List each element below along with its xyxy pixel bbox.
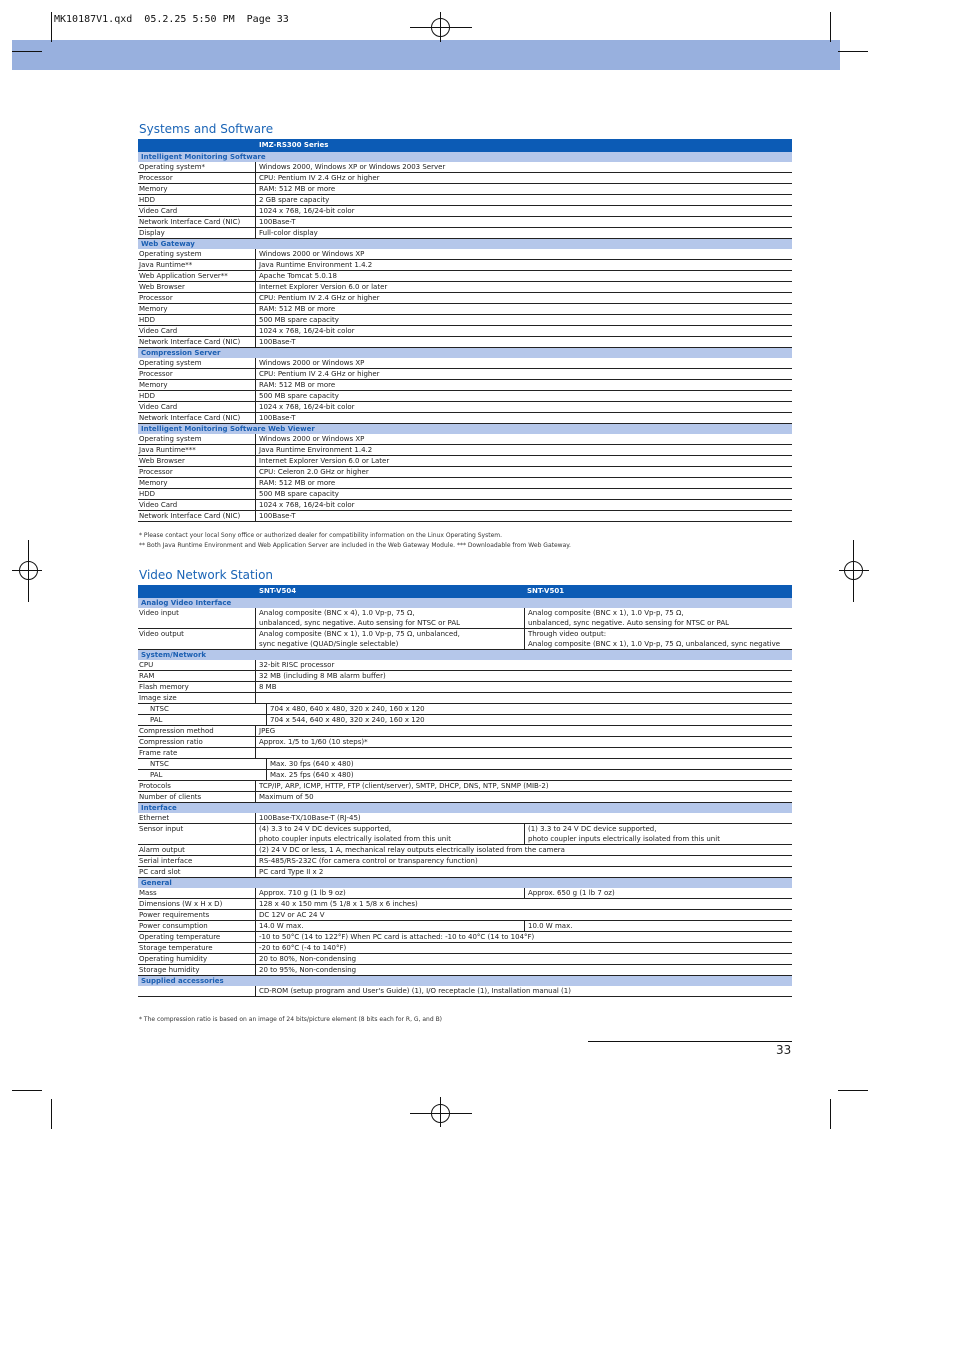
- spec-value: RS-485/RS-232C (for camera control or transparency function): [255, 856, 792, 866]
- spec-label: Java Runtime**: [139, 261, 193, 269]
- spec-value: CPU: Celeron 2.0 GHz or higher: [255, 467, 792, 477]
- spec-value-model-a: [255, 888, 524, 898]
- spec-value: RAM: 512 MB or more: [255, 304, 792, 314]
- spec-label: HDD: [139, 196, 156, 204]
- table-row: [138, 693, 792, 704]
- table-row: [138, 489, 792, 500]
- table-row: [138, 217, 792, 228]
- spec-value: 1024 x 768, 16/24-bit color: [255, 402, 792, 412]
- spec-value: 20 to 95%, Non-condensing: [255, 965, 792, 975]
- category-row: System/Network: [138, 650, 792, 660]
- table-row: [138, 206, 792, 217]
- spec-line: photo coupler inputs electrically isolated from this unit: [528, 835, 720, 843]
- table-row: [138, 737, 792, 748]
- table-row: [138, 715, 792, 726]
- systems-note-2: ** Both Java Runtime Environment and Web Application Server are included in the Web Gateway Module. *** Downloadable from Web Gateway.: [139, 542, 571, 549]
- spec-value: [255, 693, 792, 703]
- spec-label: Network Interface Card (NIC): [139, 338, 241, 346]
- table-row: [138, 478, 792, 489]
- spec-label: PAL: [150, 771, 163, 779]
- spec-label: Alarm output: [139, 846, 185, 854]
- spec-label: Ethernet: [139, 814, 170, 822]
- spec-value: Windows 2000 or Windows XP: [255, 249, 792, 259]
- table-row: [138, 413, 792, 424]
- spec-label: Operating system: [139, 250, 202, 258]
- spec-value-model-a: [255, 629, 524, 649]
- spec-value: Approx. 1/5 to 1/60 (10 steps)*: [255, 737, 792, 747]
- spec-value: 1024 x 768, 16/24-bit color: [255, 326, 792, 336]
- table-row: [138, 445, 792, 456]
- table-row: [138, 899, 792, 910]
- table-row: [138, 704, 792, 715]
- systems-note-1: * Please contact your local Sony office or authorized dealer for compatibility information on the Linux Operating System.: [139, 532, 503, 539]
- table-row: [138, 867, 792, 878]
- table-row: [138, 954, 792, 965]
- category-row: Web Gateway: [138, 239, 792, 249]
- spec-value: 500 MB spare capacity: [255, 489, 792, 499]
- spec-line: Analog composite (BNC x 1), 1.0 Vp-p, 75 Ω,: [528, 609, 684, 617]
- spec-label: Dimensions (W x H x D): [139, 900, 223, 908]
- spec-label: Processor: [139, 294, 173, 302]
- spec-line: photo coupler inputs electrically isolated from this unit: [259, 835, 451, 843]
- spec-value: 100Base-TX/10Base-T (RJ-45): [255, 813, 792, 823]
- spec-value: Full-color display: [255, 228, 792, 238]
- spec-label: Java Runtime***: [139, 446, 196, 454]
- spec-value: RAM: 512 MB or more: [255, 380, 792, 390]
- spec-line: 10.0 W max.: [528, 922, 573, 930]
- table-row: [138, 813, 792, 824]
- spec-value: TCP/IP, ARP, ICMP, HTTP, FTP (client/server), SMTP, DHCP, DNS, NTP, SNMP (MIB-2): [255, 781, 792, 791]
- table-row: [138, 315, 792, 326]
- table-row: [138, 660, 792, 671]
- spec-label: Power consumption: [139, 922, 208, 930]
- spec-value-model-a: [255, 824, 524, 844]
- vns-spec-table: [138, 585, 792, 997]
- category-row: Compression Server: [138, 348, 792, 358]
- table-row: [138, 456, 792, 467]
- page-rule: [588, 1041, 792, 1042]
- spec-label: Web Application Server**: [139, 272, 228, 280]
- spec-line: (4) 3.3 to 24 V DC devices supported,: [259, 825, 392, 833]
- spec-value: Windows 2000 or Windows XP: [255, 434, 792, 444]
- table-row: [138, 726, 792, 737]
- systems-title: Systems and Software: [139, 122, 274, 136]
- spec-value: Max. 25 fps (640 x 480): [266, 770, 792, 780]
- table-row: [138, 856, 792, 867]
- table-row: [138, 391, 792, 402]
- spec-value: Java Runtime Environment 1.4.2: [255, 445, 792, 455]
- table-row: [138, 380, 792, 391]
- spec-value: 704 x 480, 640 x 480, 320 x 240, 160 x 120: [266, 704, 792, 714]
- spec-label: NTSC: [150, 705, 169, 713]
- spec-line: Analog composite (BNC x 4), 1.0 Vp-p, 75 Ω,: [259, 609, 415, 617]
- spec-label: Operating system: [139, 359, 202, 367]
- table-row: [138, 260, 792, 271]
- spec-value-model-b: [524, 921, 792, 931]
- spec-line: unbalanced, sync negative. Auto sensing for NTSC or PAL: [259, 619, 461, 627]
- spec-value: Internet Explorer Version 6.0 or Later: [255, 456, 792, 466]
- spec-value: 1024 x 768, 16/24-bit color: [255, 500, 792, 510]
- spec-value: CPU: Pentium IV 2.4 GHz or higher: [255, 369, 792, 379]
- table-row: [138, 986, 792, 997]
- spec-value: DC 12V or AC 24 V: [255, 910, 792, 920]
- table-row: [138, 173, 792, 184]
- spec-line: unbalanced, sync negative. Auto sensing for NTSC or PAL: [528, 619, 730, 627]
- table-row: [138, 500, 792, 511]
- spec-line: Analog composite (BNC x 1), 1.0 Vp-p, 75 Ω, unbalanced,: [259, 630, 460, 638]
- table-row: [138, 358, 792, 369]
- spec-label: Operating system*: [139, 163, 206, 171]
- spec-label: Video output: [139, 630, 184, 638]
- spec-value-model-b: [524, 824, 792, 844]
- spec-label: Sensor input: [139, 825, 184, 833]
- table-row: [138, 282, 792, 293]
- spec-value-model-b: [524, 608, 792, 628]
- systems-table-header: [138, 139, 792, 152]
- spec-value: 500 MB spare capacity: [255, 315, 792, 325]
- file-slug: MK10187V1.qxd 05.2.25 5:50 PM Page 33: [54, 14, 289, 25]
- spec-label: Video Card: [139, 501, 178, 509]
- table-row: [138, 304, 792, 315]
- spec-label: CPU: [139, 661, 154, 669]
- spec-label: Compression ratio: [139, 738, 203, 746]
- table-row: [138, 943, 792, 954]
- spec-label: Video Card: [139, 207, 178, 215]
- spec-value-model-b: [524, 888, 792, 898]
- table-row: [138, 748, 792, 759]
- spec-label: Memory: [139, 185, 168, 193]
- spec-value: JPEG: [255, 726, 792, 736]
- spec-label: Web Browser: [139, 283, 185, 291]
- spec-value: Windows 2000 or Windows XP: [255, 358, 792, 368]
- table-row: [138, 965, 792, 976]
- spec-label: Display: [139, 229, 165, 237]
- spec-value: RAM: 512 MB or more: [255, 478, 792, 488]
- spec-label: Storage temperature: [139, 944, 213, 952]
- spec-label: Compression method: [139, 727, 214, 735]
- spec-label: Number of clients: [139, 793, 202, 801]
- table-row: [138, 337, 792, 348]
- spec-value: 100Base-T: [255, 511, 792, 521]
- spec-label: Protocols: [139, 782, 171, 790]
- table-row: [138, 467, 792, 478]
- table-row: [138, 608, 792, 629]
- table-row: [138, 249, 792, 260]
- spec-value: RAM: 512 MB or more: [255, 184, 792, 194]
- spec-value: CD-ROM (setup program and User's Guide) (1), I/O receptacle (1), Installation manual (1): [255, 986, 792, 996]
- spec-label: Frame rate: [139, 749, 178, 757]
- table-row: [138, 682, 792, 693]
- spec-label: Operating system: [139, 435, 202, 443]
- spec-line: (1) 3.3 to 24 V DC device supported,: [528, 825, 657, 833]
- spec-line: sync negative (QUAD/Single selectable): [259, 640, 399, 648]
- spec-value: (2) 24 V DC or less, 1 A, mechanical relay outputs electrically isolated from the camera: [255, 845, 792, 855]
- spec-line: Approx. 650 g (1 lb 7 oz): [528, 889, 615, 897]
- spec-label: Video Card: [139, 327, 178, 335]
- category-row: Supplied accessories: [138, 976, 792, 986]
- spec-label: Video input: [139, 609, 179, 617]
- spec-value: Windows 2000, Windows XP or Windows 2003 Server: [255, 162, 792, 172]
- spec-value-model-a: [255, 608, 524, 628]
- spec-label: Processor: [139, 174, 173, 182]
- spec-value: Maximum of 50: [255, 792, 792, 802]
- table-row: [138, 770, 792, 781]
- spec-label: Network Interface Card (NIC): [139, 512, 241, 520]
- category-row: General: [138, 878, 792, 888]
- table-row: [138, 888, 792, 899]
- table-row: [138, 629, 792, 650]
- table-row: [138, 369, 792, 380]
- table-row: [138, 511, 792, 522]
- table-row: [138, 162, 792, 173]
- spec-label: HDD: [139, 316, 156, 324]
- spec-value: 32 MB (including 8 MB alarm buffer): [255, 671, 792, 681]
- vns-model-b-header: SNT-V501: [527, 587, 565, 595]
- spec-label: Power requirements: [139, 911, 210, 919]
- table-row: [138, 195, 792, 206]
- table-row: [138, 184, 792, 195]
- category-row: Interface: [138, 803, 792, 813]
- table-row: [138, 271, 792, 282]
- spec-value: CPU: Pentium IV 2.4 GHz or higher: [255, 173, 792, 183]
- page-number: 33: [776, 1043, 792, 1057]
- spec-label: Video Card: [139, 403, 178, 411]
- spec-label: Processor: [139, 370, 173, 378]
- table-row: [138, 402, 792, 413]
- spec-label: Web Browser: [139, 457, 185, 465]
- spec-label: Flash memory: [139, 683, 189, 691]
- spec-value: PC card Type II x 2: [255, 867, 792, 877]
- spec-value: Java Runtime Environment 1.4.2: [255, 260, 792, 270]
- spec-label: HDD: [139, 490, 156, 498]
- spec-label: Memory: [139, 479, 168, 487]
- spec-value: 32-bit RISC processor: [255, 660, 792, 670]
- spec-label: Memory: [139, 305, 168, 313]
- systems-spec-table: [138, 139, 792, 522]
- spec-line: Analog composite (BNC x 1), 1.0 Vp-p, 75 Ω, unbalanced, sync negative: [528, 640, 781, 648]
- spec-line: Through video output:: [528, 630, 607, 638]
- vns-title: Video Network Station: [139, 568, 274, 582]
- systems-model-header: IMZ-RS300 Series: [259, 141, 329, 149]
- category-row: Intelligent Monitoring Software Web Viewer: [138, 424, 792, 434]
- vns-note: * The compression ratio is based on an image of 24 bits/picture element (8 bits each for R, G, and B): [139, 1016, 443, 1023]
- spec-label: [138, 986, 255, 996]
- spec-value: Apache Tomcat 5.0.18: [255, 271, 792, 281]
- table-row: [138, 759, 792, 770]
- table-row: [138, 228, 792, 239]
- table-row: [138, 293, 792, 304]
- spec-value: CPU: Pentium IV 2.4 GHz or higher: [255, 293, 792, 303]
- spec-label: Memory: [139, 381, 168, 389]
- spec-value-model-a: [255, 921, 524, 931]
- spec-label: Network Interface Card (NIC): [139, 414, 241, 422]
- spec-value: 100Base-T: [255, 217, 792, 227]
- spec-label: Operating temperature: [139, 933, 221, 941]
- spec-value: 704 x 544, 640 x 480, 320 x 240, 160 x 120: [266, 715, 792, 725]
- vns-model-a-header: SNT-V504: [259, 587, 297, 595]
- spec-value: 2 GB spare capacity: [255, 195, 792, 205]
- spec-value: Internet Explorer Version 6.0 or later: [255, 282, 792, 292]
- spec-value: 500 MB spare capacity: [255, 391, 792, 401]
- category-row: Intelligent Monitoring Software: [138, 152, 792, 162]
- spec-value: 100Base-T: [255, 413, 792, 423]
- header-band: [12, 40, 840, 70]
- table-row: [138, 932, 792, 943]
- spec-label: HDD: [139, 392, 156, 400]
- spec-label: Serial interface: [139, 857, 193, 865]
- spec-label: PAL: [150, 716, 163, 724]
- spec-label: Storage humidity: [139, 966, 200, 974]
- spec-value: Max. 30 fps (640 x 480): [266, 759, 792, 769]
- table-row: [138, 671, 792, 682]
- spec-value: 1024 x 768, 16/24-bit color: [255, 206, 792, 216]
- table-row: [138, 781, 792, 792]
- spec-value: 20 to 80%, Non-condensing: [255, 954, 792, 964]
- table-row: [138, 434, 792, 445]
- table-row: [138, 792, 792, 803]
- table-row: [138, 326, 792, 337]
- spec-label: Network Interface Card (NIC): [139, 218, 241, 226]
- table-row: [138, 921, 792, 932]
- spec-line: 14.0 W max.: [259, 922, 304, 930]
- spec-value: [255, 748, 792, 758]
- spec-label: Processor: [139, 468, 173, 476]
- spec-value-model-b: [524, 629, 792, 649]
- spec-label: Operating humidity: [139, 955, 208, 963]
- spec-label: PC card slot: [139, 868, 181, 876]
- spec-value: -10 to 50°C (14 to 122°F) When PC card is attached: -10 to 40°C (14 to 104°F): [255, 932, 792, 942]
- spec-label: Image size: [139, 694, 177, 702]
- table-row: [138, 845, 792, 856]
- spec-line: Approx. 710 g (1 lb 9 oz): [259, 889, 346, 897]
- spec-value: -20 to 60°C (-4 to 140°F): [255, 943, 792, 953]
- vns-table-header: [138, 585, 792, 598]
- spec-value: 100Base-T: [255, 337, 792, 347]
- spec-label: Mass: [139, 889, 157, 897]
- table-row: [138, 910, 792, 921]
- table-row: [138, 824, 792, 845]
- spec-label: NTSC: [150, 760, 169, 768]
- spec-value: 128 x 40 x 150 mm (5 1/8 x 1 5/8 x 6 inches): [255, 899, 792, 909]
- spec-label: RAM: [139, 672, 155, 680]
- category-row: Analog Video Interface: [138, 598, 792, 608]
- spec-value: 8 MB: [255, 682, 792, 692]
